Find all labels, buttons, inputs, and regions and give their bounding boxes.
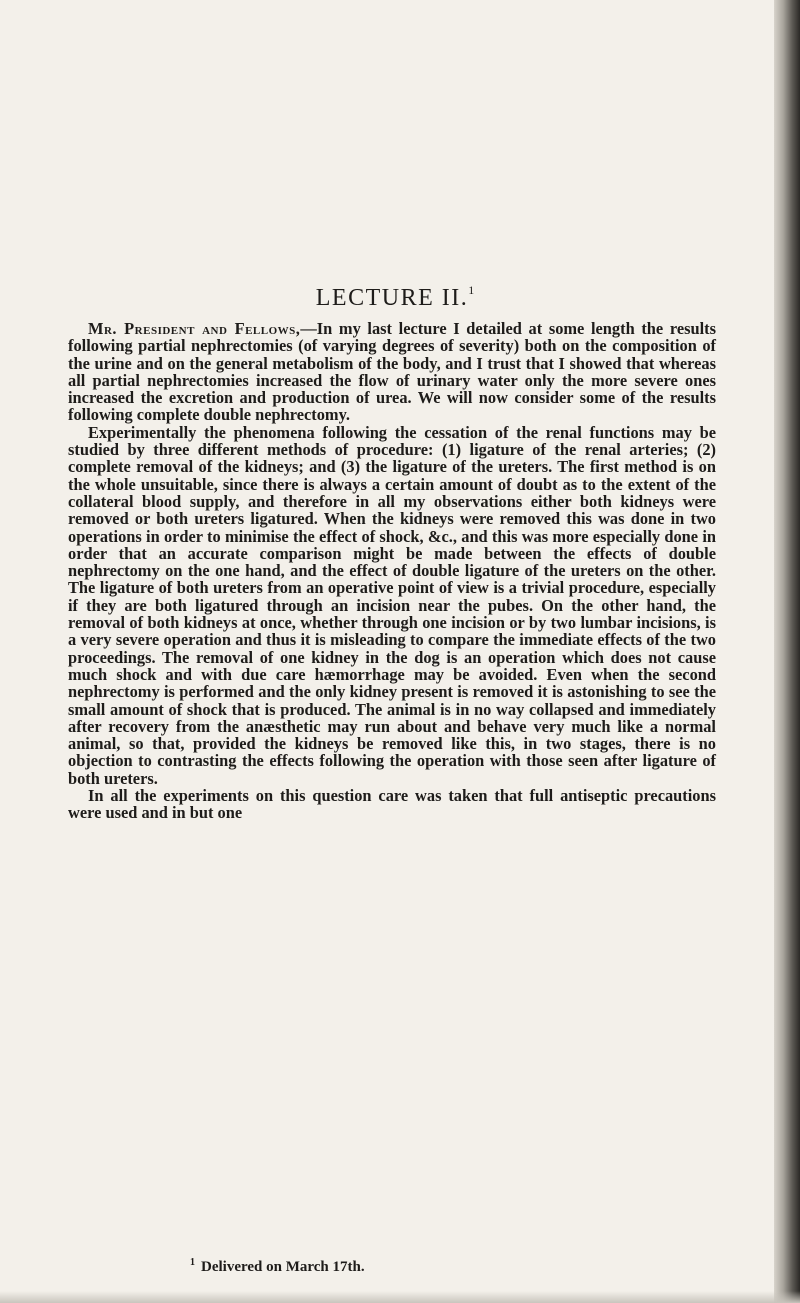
- paragraph-3: In all the experiments on this question care was taken that full antiseptic precautions were used and in but one: [68, 786, 716, 823]
- paragraph-2: Experimentally the phenomena following the cessation of the renal functions may be studied by three different methods of procedure: (1) ligature of the renal arteries; (2) complete removal of the kidneys; and (3) the ligature of the ureters. The first method is on the whole unsuitable, since there is always a certain amount of doubt as to the extent of the collateral blood supply, and therefore in all my observations either both kidneys were removed or both ureters ligatured. When the kidneys were removed this was done in two operations in order to minimise the effect of shock, &c., and this was more especially done in order that an accurate comparison might be made between the effects of double nephrectomy on the one hand, and the effect of double ligature of the ureters on the other. The ligature of both ureters from an operative point of view is a trivial procedure, especially if they are both ligatured through an incision near the pubes. On the other hand, the removal of both kidneys at once, whether through one incision or by two lumbar incisions, is a very severe operation and thus it is misleading to compare the immediate effects of the two proceedings. The removal of one kidney in the dog is an operation which does not cause much shock and with due care hæmorrhage may be avoided. Even when the second nephrectomy is performed and the only kidney present is removed it is astonishing to see the small amount of shock that is produced. The animal is in no way collapsed and immediately after recovery from the anæsthetic may run about and behave very much like a normal animal, so that, provided the kidneys be removed like this, in two stages, there is no objection to contrasting the effects following the operation with those seen after ligature of both ureters.: [68, 422, 716, 788]
- salutation: Mr. President and Fellows,: [88, 319, 301, 338]
- paragraph-1: [68, 320, 716, 424]
- heading-footnote-mark: 1: [468, 283, 475, 297]
- page-gutter-shadow: [774, 0, 800, 1303]
- page-bottom-shadow: [0, 1291, 800, 1303]
- footnote: [190, 1257, 365, 1276]
- footnote-mark: 1: [190, 1257, 195, 1268]
- lecture-title: LECTURE II.: [315, 285, 469, 311]
- lecture-body: [68, 320, 716, 822]
- footnote-text: Delivered on March 17th.: [201, 1259, 365, 1275]
- lecture-heading: [0, 285, 790, 312]
- paragraph-1-text: —In my last lecture I detailed at some length the results following partial nephrectomies (of varying degrees of severity) both on the composition of the urine and on the general metabolism of the body, and I trust that I showed that whereas all partial nephrectomies increased the flow of urinary water only the more severe ones increased the excretion and production of urea. We will now consider some of the results following complete double nephrectomy.: [68, 319, 716, 425]
